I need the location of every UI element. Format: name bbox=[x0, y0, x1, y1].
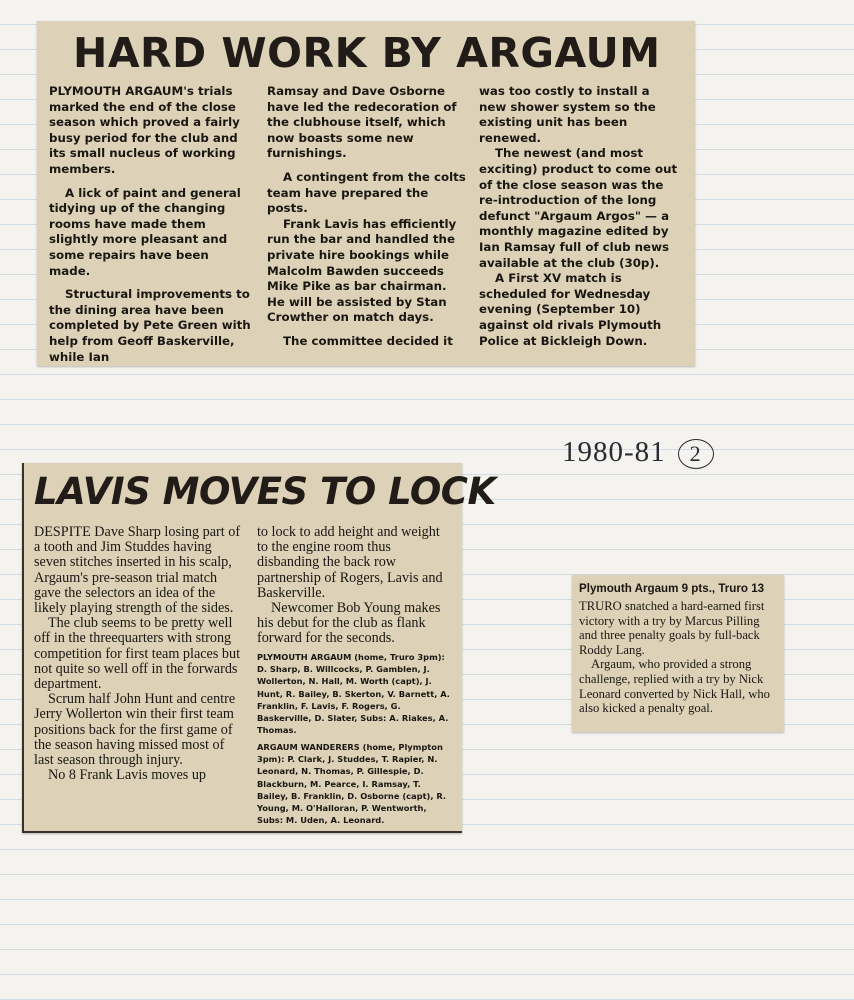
handwritten-year: 1980-81 bbox=[562, 436, 666, 468]
result-headline: Plymouth Argaum 9 pts., Truro 13 bbox=[579, 582, 765, 595]
article-paragraph: The committee decided it bbox=[283, 333, 453, 348]
team-list-first-xv bbox=[257, 651, 454, 737]
handwritten-season-note bbox=[562, 436, 714, 469]
article-column-3 bbox=[479, 84, 681, 365]
team-list-wanderers bbox=[257, 741, 454, 827]
article-paragraph: The club seems to be pretty well off in the threequarters with strong competition for first team places but not quite so well off in the forwards department. bbox=[34, 615, 241, 693]
article-paragraph: Ramsay and Dave Osborne have led the redecoration of the clubhouse itself, which now boasts some new furnishings. bbox=[267, 84, 457, 161]
article-column-1 bbox=[49, 84, 254, 365]
article-paragraph: No 8 Frank Lavis moves up bbox=[48, 767, 207, 784]
article-paragraph: A First XV match is scheduled for Wednesday evening (September 10) against old rivals Plymouth Police at Bickleigh Down. bbox=[479, 271, 662, 348]
article-paragraph: A lick of paint and general tidying up of the changing rooms have made them slightly more pleasant and some repairs have been made. bbox=[49, 185, 241, 278]
article-paragraph: Frank Lavis has efficiently run the bar and handled the private hire bookings while Malcolm Bawden succeeds Mike Pike as bar chairman. He will be assisted by Stan Crowther on match days. bbox=[267, 216, 457, 325]
team-name: ARGAUM WANDERERS bbox=[256, 741, 360, 752]
article-column-2 bbox=[267, 84, 466, 365]
article-paragraph: was too costly to install a new shower system so the existing unit has been renewed. bbox=[479, 84, 656, 145]
headline-lavis-moves-to-lock: LAVIS MOVES TO LOCK bbox=[34, 470, 496, 513]
article-body bbox=[34, 525, 454, 827]
article-paragraph: Structural improvements to the dining area have been completed by Pete Green with help from Geoff Baskerville, while Ian bbox=[49, 287, 251, 364]
clipping-lavis-moves-to-lock bbox=[22, 463, 496, 833]
team-details: (home, Plympton 3pm): P. Clark, J. Studdes, T. Rapier, N. Leonard, N. Thomas, P. Gillespie, D. Blackburn, M. Pearce, I. Ramsay, T. Bailey, B. Franklin, D. Osborne (capt), R. Young, M. O'Halloran, P. Wentworth, Subs: M. Uden, A. Leonard. bbox=[256, 741, 447, 826]
clipping-hard-work-by-argaum bbox=[37, 21, 695, 366]
circled-page-number: 2 bbox=[678, 439, 714, 469]
article-paragraph: PLYMOUTH ARGAUM's trials marked the end of the close season which proved a fairly busy period for the club and its small nucleus of working members. bbox=[49, 84, 240, 176]
headline-hard-work-by-argaum: HARD WORK BY ARGAUM bbox=[73, 29, 661, 77]
clipping-truro-result bbox=[572, 575, 784, 732]
team-details: (home, Truro 3pm): D. Sharp, B. Willcocks, P. Gamblen, J. Wollerton, N. Hall, M. Worth (capt), J. Hunt, R. Bailey, B. Skerton, V. Barnett, A. Franklin, F. Lavis, F. Rogers, G. Baskerville, D. Slater, Subs: A. Riakes, A. Thomas. bbox=[256, 651, 450, 736]
article-paragraph: Newcomer Bob Young makes his debut for the club as flank forward for the seconds. bbox=[256, 600, 441, 647]
article-column-2 bbox=[257, 525, 454, 827]
article-paragraph: Scrum half John Hunt and centre Jerry Wollerton win their first team positions back for the first game of the season having missed most of last season through injury. bbox=[34, 691, 236, 769]
article-paragraph: Argaum, who provided a strong challenge, replied with a try by Nick Leonard converted by Nick Hall, who also kicked a penalty goal. bbox=[579, 657, 770, 716]
article-paragraph: TRURO snatched a hard-earned first victory with a try by Marcus Pilling and three penalty goals by full-back Roddy Lang. bbox=[579, 599, 765, 657]
article-paragraph: The newest (and most exciting) product to come out of the close season was the re-introduction of the long defunct "Argaum Argos" — a monthly magazine edited by Ian Ramsay full of club news available at the club (30p). bbox=[479, 146, 678, 270]
article-body bbox=[49, 84, 685, 365]
article-paragraph: A contingent from the colts team have prepared the posts. bbox=[267, 169, 466, 216]
team-name: PLYMOUTH ARGAUM bbox=[256, 651, 352, 662]
article-paragraph: to lock to add height and weight to the engine room thus disbanding the back row partnership of Rogers, Lavis and Baskerville. bbox=[256, 524, 443, 601]
article-paragraph: DESPITE Dave Sharp losing part of a tooth and Jim Studdes having seven stitches inserted in his scalp, Argaum's pre-season trial match gave the selectors an idea of the likely playing strength of the sides. bbox=[34, 524, 241, 617]
article-column-1 bbox=[34, 525, 243, 827]
